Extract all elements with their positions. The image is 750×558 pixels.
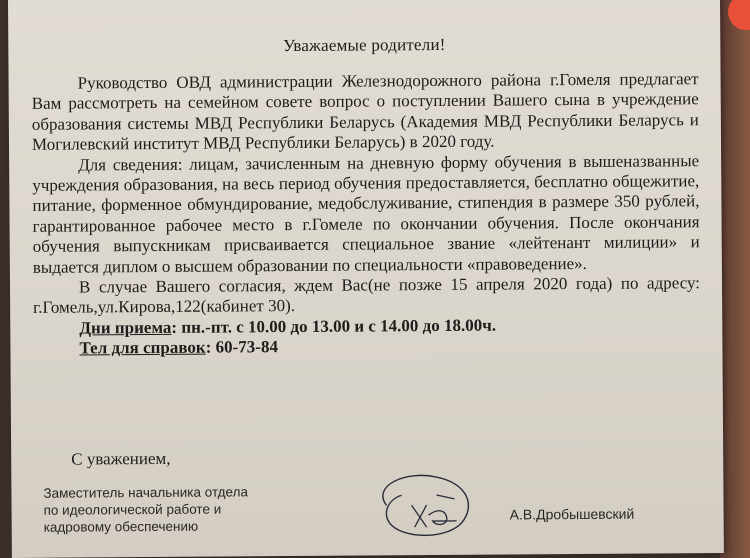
signer-name: А.В.Дробышевский — [509, 505, 635, 523]
closing-line: С уважением, — [71, 448, 171, 469]
reception-hours-label: Дни приема — [79, 317, 172, 338]
paragraph-info: Для сведения: лицам, зачисленным на дневную форму обучения в вышеназванные учреждения образования, на весь период обучения предоставляется, бесплатно общежитие, питание, форменное обмундирование, медобслуживание, стипендия в размере 350 рублей, гарантированное рабочее место в г.Гомеле по окончании обучения. После окончания обучения выпускникам присваивается специальное звание «лейтенант милиции» и выдается диплом о высшем образовании по специальности «правоведение». — [32, 150, 700, 277]
paragraph-intro: Руководство ОВД администрации Железнодорожного района г.Гомеля предлагает Вам рассмотреть на семейном совете вопрос о поступлении Вашего сына в учреждение образования системы МВД Республики Беларусь (Академия МВД Республики Беларусь и Могилевский институт МВД Республики Беларусь) в 2020 году. — [31, 69, 699, 155]
reception-hours-value: : пн.-пт. с 10.00 до 13.00 и с 14.00 до 18.00ч. — [171, 315, 497, 337]
letter-title: Уважаемые родители! — [282, 34, 446, 56]
background-edge — [720, 0, 750, 558]
handwritten-signature — [366, 465, 487, 546]
phone-label: Тел для справок — [79, 337, 206, 358]
letter-sheet — [8, 0, 724, 558]
phone-value: : 60-73-84 — [205, 337, 278, 357]
paragraph-address: В случае Вашего согласия, ждем Вас(не позже 15 апреля 2020 года) по адресу: г.Гомель,ул.Кирова,122(кабинет 30). — [33, 273, 701, 318]
signer-title — [43, 483, 343, 536]
signer-title-line2: по идеологической работе и — [43, 501, 222, 518]
signer-title-line3: кадровому обеспечению — [43, 518, 199, 535]
letter-body — [32, 69, 701, 359]
phone-line — [33, 334, 700, 359]
signer-title-line1: Заместитель начальника отдела — [43, 484, 249, 501]
